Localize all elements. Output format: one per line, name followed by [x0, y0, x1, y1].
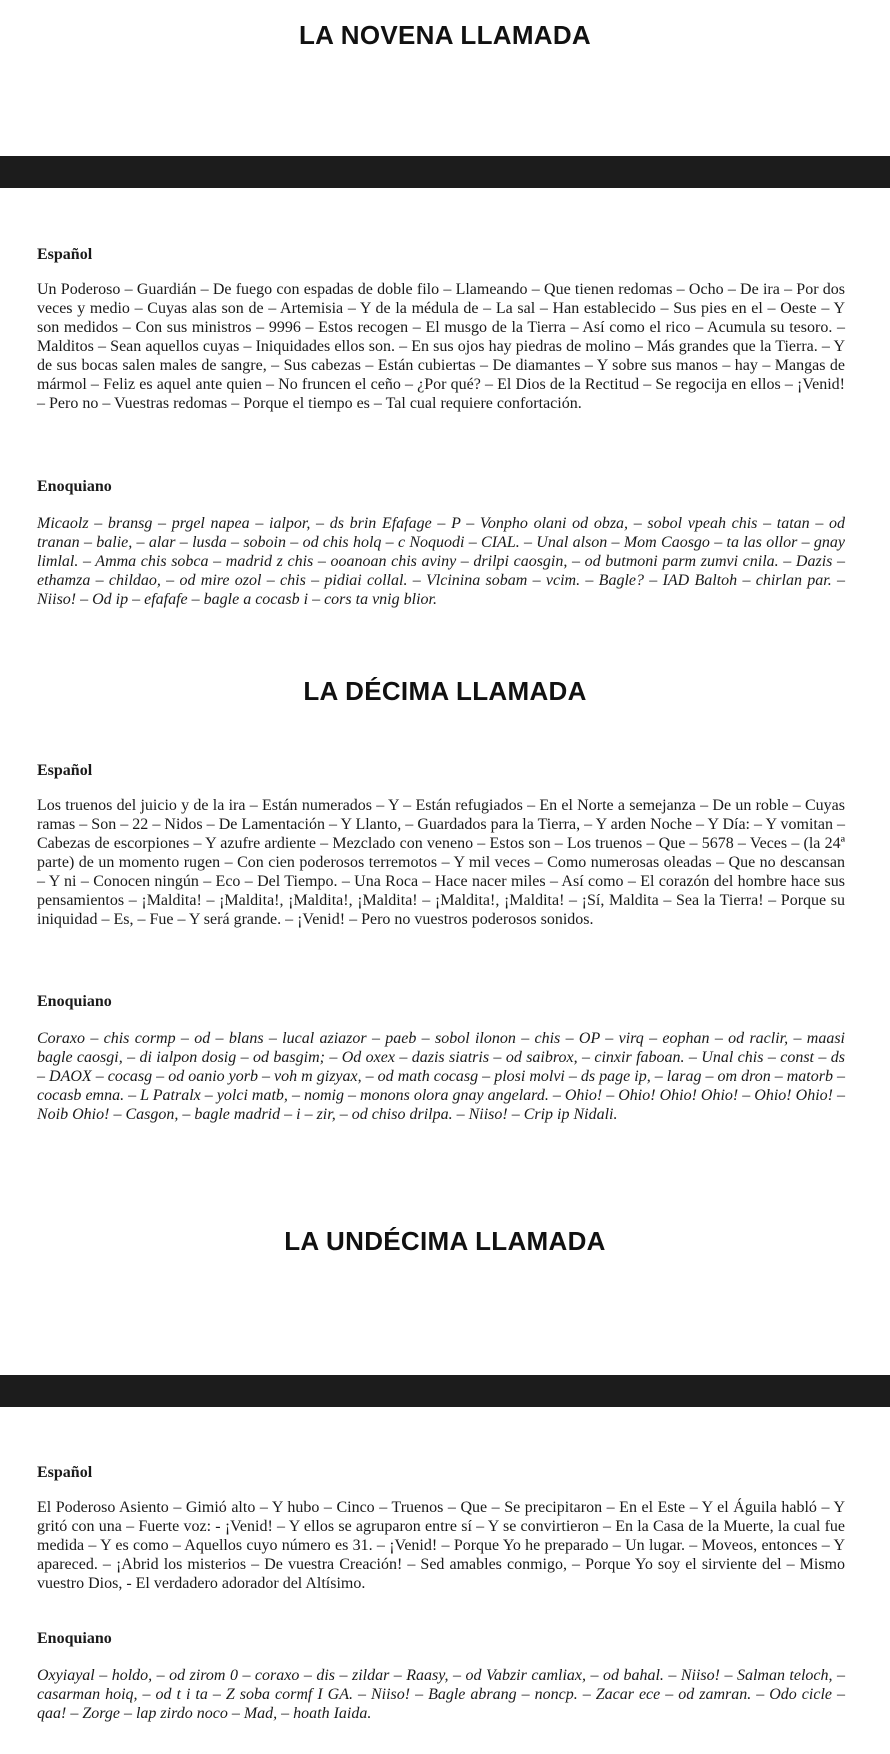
novena-enoquiano-label: Enoquiano	[37, 478, 112, 495]
undecima-espanol-text: El Poderoso Asiento – Gimió alto – Y hubo – Cinco – Truenos – Que – Se precipitaron – En el Este – Y el Águila habló – Y gritó con una – Fuerte voz: - ¡Venid! – Y ellos se agruparon entre sí – Y se convirtieron – En la Casa de la Muerte, la cual fue medida – Y es como – Aquellos cuyo número es 31. – ¡Venid! – Porque Yo he preparado – Un lugar. – Moveos, entonces – Y apareced. – ¡Abrid los misterios – De vuestra Creación! – Sed amables conmigo, – Porque Yo soy el sirviente del – Mismo vuestro Dios, - El verdadero adorador del Altísimo.	[37, 1499, 845, 1592]
undecima-enoquiano-label: Enoquiano	[37, 1630, 112, 1647]
undecima-enoquiano-text: Oxyiayal – holdo, – od zirom 0 – coraxo – dis – zildar – Raasy, – od Vabzir camliax, – od bahal. – Niiso! – Salman teloch, – casarman hoiq, – od t i ta – Z soba cormf I GA. – Niiso! – Bagle abrang – noncp. – Zacar ece – od zamran. – Odo cicle – qaa! – Zorge – lap zirdo noco – Mad, – hoath Iaida.	[37, 1667, 845, 1722]
section-divider-band	[0, 156, 890, 188]
novena-espanol-section	[37, 246, 845, 413]
novena-enoquiano-section	[37, 478, 845, 609]
novena-espanol-text: Un Poderoso – Guardián – De fuego con espadas de doble filo – Llameando – Que tienen redomas – Ocho – De ira – Por dos veces y medio – Cuyas alas son de – Artemisia – Y de la médula de – La sal – Han establecido – Sus pies en el – Oeste – Y son medidos – Con sus ministros – 9996 – Estos recogen – El musgo de la Tierra – Así como el rico – Acumula su tesoro. – Malditos – Sean aquellos cuyas – Iniquidades ellos son. – En sus ojos hay piedras de molino – Más grandes que la Tierra. – Y de sus bocas salen males de sangre, – Sus cabezas – Están cubiertas – De diamantes – Y sobre sus manos – hay – Mangas de mármol – Feliz es aquel ante quien – No fruncen el ceño – ¿Por qué? – El Dios de la Rectitud – Se regocija en ellos – ¡Venid! – Pero no – Vuestras redomas – Porque el tiempo es – Tal cual requiere confortación.	[37, 281, 845, 412]
undecima-enoquiano-section	[37, 1630, 845, 1723]
decima-espanol-section	[37, 762, 845, 929]
novena-enoquiano-text: Micaolz – bransg – prgel napea – ialpor, – ds brin Efafage – P – Vonpho olani od obza, – sobol vpeah chis – tatan – od tranan – balie, – alar – lusda – soboin – od chis holq – c Noquodi – CIAL. – Unal alson – Mom Caosgo – ta las ollor – gnay limlal. – Amma chis sobca – madrid z chis – ooanoan chis aviny – drilpi caosgin, – od butmoni parm zumvi cnila. – Dazis – ethamza – childao, – od mire ozol – chis – pidiai collal. – Vlcinina sobam – vcim. – Bagle? – IAD Baltoh – chirlan par. – Niiso! – Od ip – efafafe – bagle a cocasb i – cors ta vnig blior.	[37, 515, 845, 608]
decima-espanol-text: Los truenos del juicio y de la ira – Están numerados – Y – Están refugiados – En el Norte a semejanza – De un roble – Cuyas ramas – Son – 22 – Nidos – De Lamentación – Y Llanto, – Guardados para la Tierra, – Y arden Noche – Y Día: – Y vomitan – Cabezas de escorpiones – Y azufre ardiente – Mezclado con veneno – Estos son – Los truenos – Que – 5678 – Veces – (la 24ª parte) de un momento rugen – Con cien poderosos terremotos – Y mil veces – Como numerosas oleadas – Que no descansan – Y ni – Conocen ningún – Eco – Del Tiempo. – Una Roca – Hace nacer miles – Así como – El corazón del hombre hace sus pensamientos – ¡Maldita! – ¡Maldita!, ¡Maldita!, ¡Maldita! – ¡Maldita!, ¡Maldita! – ¡Sí, Maldita – Sea la Tierra! – Porque su iniquidad – Es, – Fue – Y será grande. – ¡Venid! – Pero no vuestros poderosos sonidos.	[37, 797, 845, 928]
decima-enoquiano-section	[37, 993, 845, 1124]
decima-enoquiano-label: Enoquiano	[37, 993, 112, 1010]
decima-espanol-label: Español	[37, 762, 93, 779]
undecima-title: LA UNDÉCIMA LLAMADA	[284, 1226, 606, 1256]
section-divider-band	[0, 1375, 890, 1407]
novena-espanol-label: Español	[37, 246, 93, 263]
decima-enoquiano-text: Coraxo – chis cormp – od – blans – lucal aziazor – paeb – sobol ilonon – chis – OP – virq – eophan – od raclir, – maasi bagle caosgi, – di ialpon dosig – od basgim; – Od oxex – dazis siatris – od saibrox, – cinxir faboan. – Unal chis – const – ds – DAOX – cocasg – od oanio yorb – voh m gizyax, – od math cocasg – plosi molvi – ds page ip, – larag – om dron – matorb – cocasb emna. – L Patralx – yolci matb, – nomig – monons olora gnay angelard. – Ohio! – Ohio! Ohio! Ohio! – Ohio! Ohio! – Noib Ohio! – Casgon, – bagle madrid – i – zir, – od chiso drilpa. – Niiso! – Crip ip Nidali.	[37, 1030, 845, 1123]
novena-title: LA NOVENA LLAMADA	[298, 20, 592, 50]
undecima-espanol-label: Español	[37, 1464, 93, 1481]
undecima-espanol-section	[37, 1464, 845, 1593]
decima-title: LA DÉCIMA LLAMADA	[303, 676, 587, 706]
